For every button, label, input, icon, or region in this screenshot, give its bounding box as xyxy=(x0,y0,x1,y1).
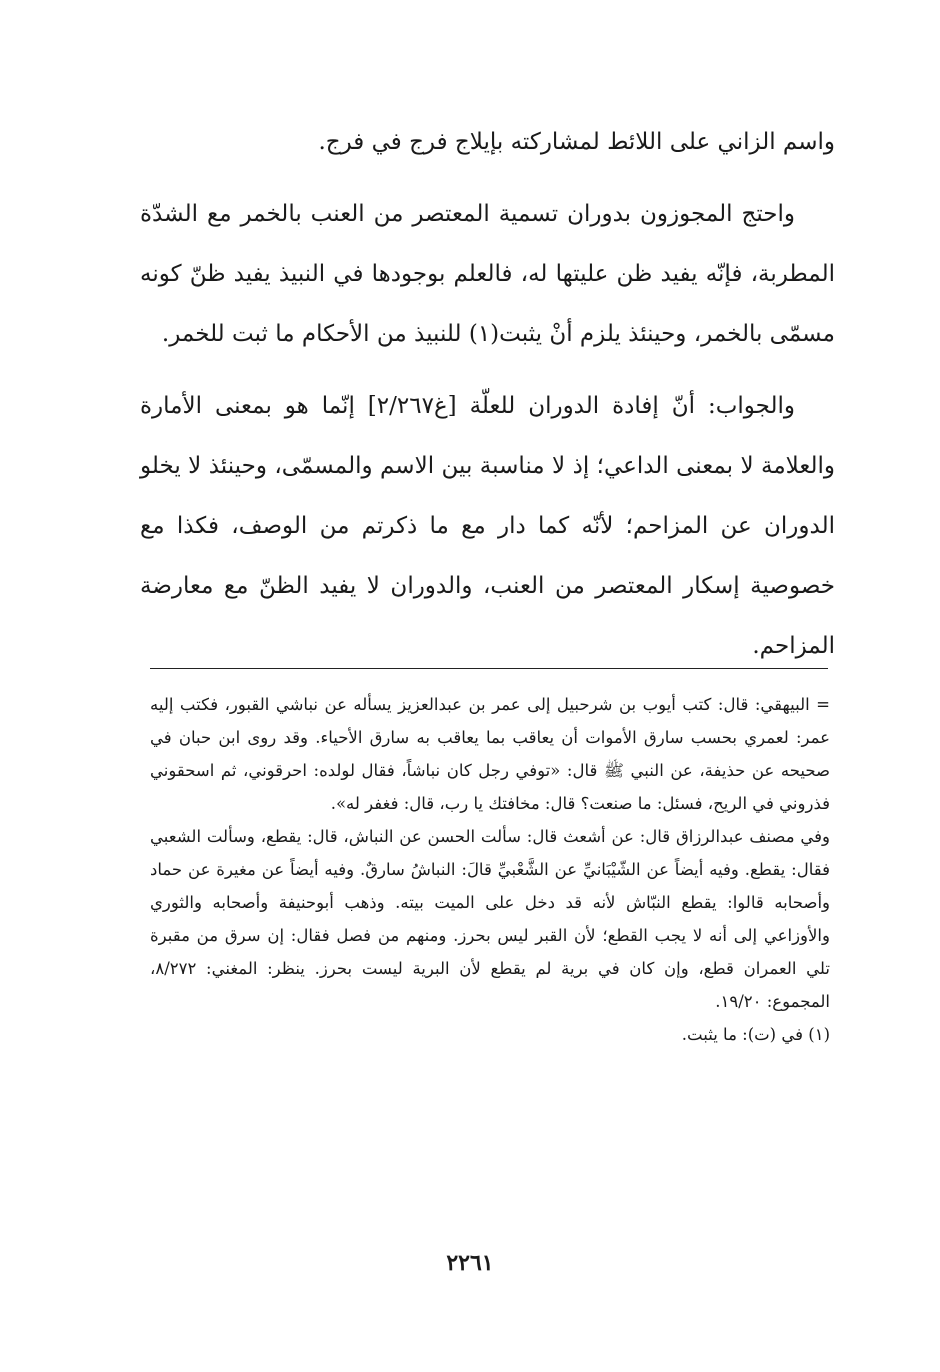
footnote-commentary: وفي مصنف عبدالرزاق قال: عن أشعث قال: سألت الحسن عن النباش، قال: يقطع، وسألت الشعبي فقال: يقطع. وفيه أيضاً عن الشّيْبَانيِّ عن الشَّعْبيِّ قالَ: النباشُ سارقٌ. وفيه أيضاً عن مغيرة عن حماد وأصحابه قالوا: يقطع النبّاش لأنه قد دخل على الميت بيته. وذهب أبوحنيفة وأصحابه والثوري والأوزاعي إلى أنه لا يجب القطع؛ لأن القبر ليس بحرز. ومنهم من فصل فقال: إن سرق من مقبرة تلي العمران قطع، وإن كان في برية لم يقطع لأن البرية ليست بحرز. ينظر: المغني: ٨/٢٧٢، المجموع: ١٩/٢٠. xyxy=(150,827,830,1011)
main-text-body xyxy=(140,112,835,688)
page-number: ٢٢٦١ xyxy=(446,1250,494,1276)
footnote-continuation: = البيهقي: قال: كتب أيوب بن شرحبيل إلى عمر بن عبدالعزيز يسأله عن نباشي القبور، فكتب إليه عمر: لعمري بحسب سارق الأموات أن يعاقب بما يعاقب به سارق الأحياء. وقد روى ابن حبان في صحيحه عن حذيفة، عن النبي ﷺ قال: «توفي رجل كان نباشاً، فقال لولده: احرقوني، ثم اسحقوني فذروني في الريح، فسئل: ما صنعت؟ قال: مخافتك يا رب، قال: فغفر له». xyxy=(150,695,830,813)
footnote-divider xyxy=(150,668,828,669)
paragraph-3: والجواب: أنّ إفادة الدوران للعلّة [غ٢/٢٦٧] إنّما هو بمعنى الأمارة والعلامة لا بمعنى الداعي؛ إذ لا مناسبة بين الاسم والمسمّى، وحينئذ لا يخلو الدوران عن المزاحم؛ لأنّه كما دار مع ما ذكرتم من الوصف، فكذا مع خصوصية إسكار المعتصر من العنب، والدوران لا يفيد الظنّ مع معارضة المزاحم. xyxy=(140,393,835,659)
paragraph-2: واحتج المجوزون بدوران تسمية المعتصر من العنب بالخمر مع الشدّة المطربة، فإنّه يفيد ظن عليتها له، فالعلم بوجودها في النبيذ يفيد ظنّ كونه مسمّى بالخمر، وحينئذ يلزم أنْ يثبت(١) للنبيذ من الأحكام ما ثبت للخمر. xyxy=(140,201,835,347)
footnote-1: (١) في (ت): ما يثبت. xyxy=(681,1025,830,1044)
paragraph-1: واسم الزاني على اللائط لمشاركته بإيلاج فرج في فرج. xyxy=(318,129,835,155)
footnotes-section xyxy=(150,688,830,1051)
